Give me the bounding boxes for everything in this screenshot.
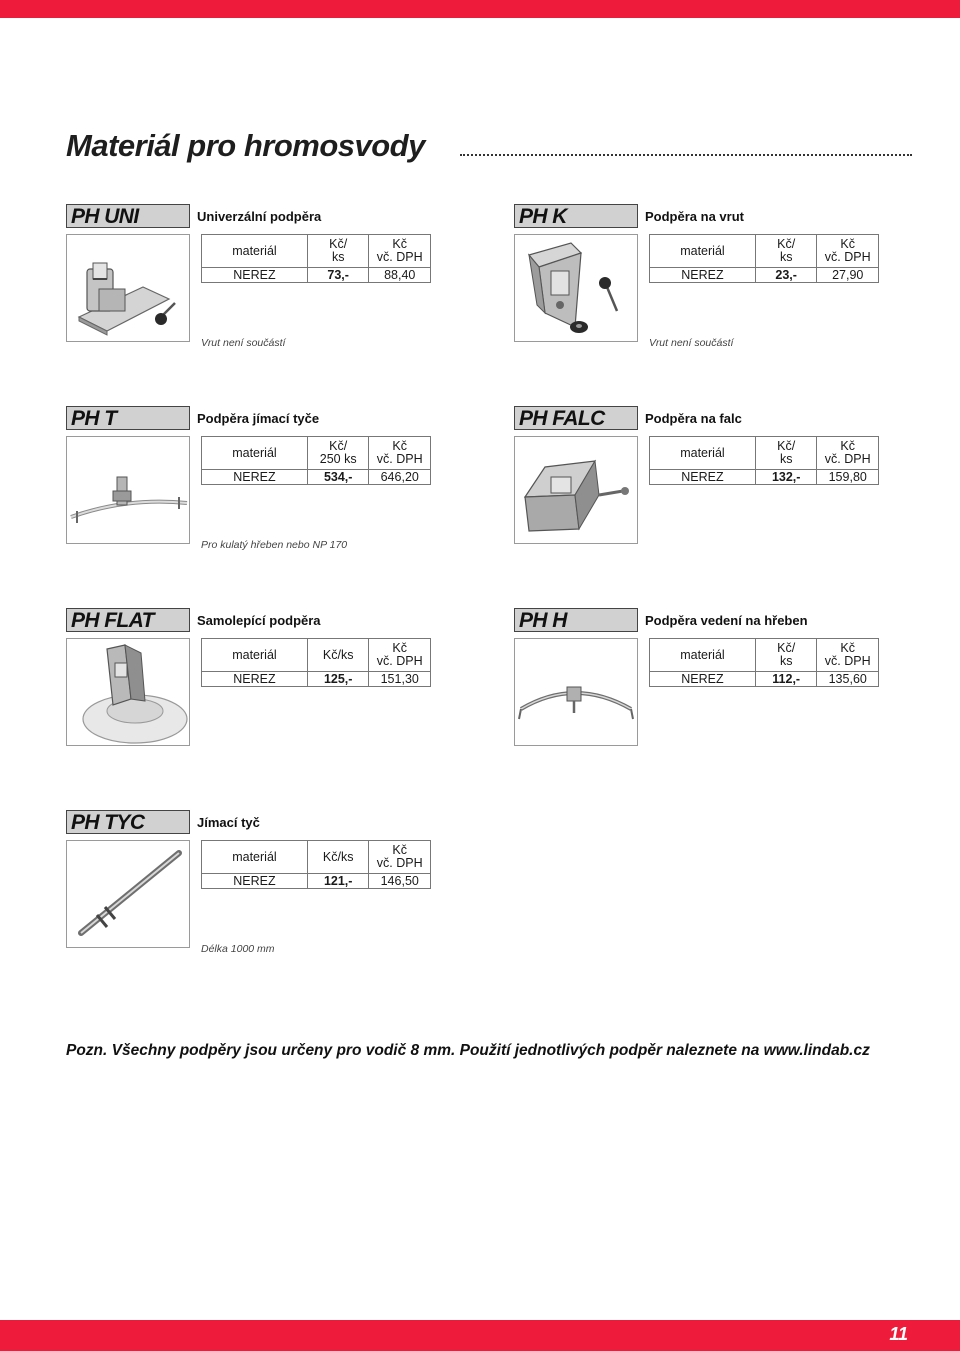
price-vat-header: [817, 235, 879, 268]
price-table: [201, 638, 431, 687]
product-photo: [66, 638, 190, 746]
product-photo: [514, 234, 638, 342]
material-header: materiál: [202, 841, 308, 874]
air-terminal-rod-icon: [67, 841, 189, 947]
material-value: NEREZ: [650, 672, 756, 687]
material-value: NEREZ: [202, 470, 308, 485]
product-code: PH K: [519, 205, 567, 228]
price-vat-header-text: Kč vč. DPH: [824, 237, 871, 264]
product-note: Délka 1000 mm: [201, 943, 275, 955]
price-vat-header: [817, 437, 879, 470]
price-unit-header-text: Kč/ ks: [329, 237, 348, 264]
product-code: PH H: [519, 609, 567, 632]
price-unit-header-text: Kč/ks: [322, 647, 354, 662]
product-note: Vrut není součástí: [649, 337, 734, 349]
price-vat-value: 646,20: [369, 470, 431, 485]
price-unit-header: [755, 639, 817, 672]
material-value: NEREZ: [650, 268, 756, 283]
price-value: 23,-: [755, 268, 817, 283]
price-value: 132,-: [755, 470, 817, 485]
product-description: Jímací tyč: [197, 815, 260, 830]
product-code-box: [66, 204, 190, 228]
price-table: [201, 234, 431, 283]
price-vat-header: [369, 235, 431, 268]
price-vat-value: 146,50: [369, 874, 431, 889]
price-unit-header: [307, 841, 369, 874]
product-code-box: [514, 406, 638, 430]
product-photo: [66, 840, 190, 948]
price-unit-header-text: Kč/ ks: [777, 641, 796, 668]
material-value: NEREZ: [202, 672, 308, 687]
price-vat-value: 159,80: [817, 470, 879, 485]
adhesive-base-icon: [67, 639, 189, 745]
product-ph-falc: [514, 406, 954, 596]
price-table: [649, 638, 879, 687]
product-ph-t: [66, 406, 506, 596]
title-dotted-leader: [460, 154, 912, 156]
product-photo: [514, 436, 638, 544]
material-header: materiál: [650, 639, 756, 672]
material-header: materiál: [650, 437, 756, 470]
price-unit-header: [307, 235, 369, 268]
price-unit-header-text: Kč/ks: [322, 849, 354, 864]
price-value: 534,-: [307, 470, 369, 485]
product-ph-tyc: [66, 810, 506, 1000]
page-number: 11: [889, 1324, 908, 1344]
product-photo: [66, 234, 190, 342]
price-vat-value: 135,60: [817, 672, 879, 687]
roof-clip-with-screw-icon: [67, 235, 189, 341]
product-description: Univerzální podpěra: [197, 209, 322, 224]
product-code: PH T: [71, 407, 117, 430]
price-vat-header-text: Kč vč. DPH: [376, 641, 423, 668]
product-note: Vrut není součástí: [201, 337, 286, 349]
product-description: Podpěra na falc: [645, 411, 742, 426]
price-vat-header: [817, 639, 879, 672]
price-table: [649, 436, 879, 485]
material-header: materiál: [650, 235, 756, 268]
price-table: [201, 840, 431, 889]
product-ph-k: [514, 204, 954, 394]
price-value: 125,-: [307, 672, 369, 687]
price-vat-header-text: Kč vč. DPH: [376, 439, 423, 466]
product-description: Podpěra na vrut: [645, 209, 744, 224]
price-vat-header: [369, 639, 431, 672]
product-description: Podpěra jímací tyče: [197, 411, 320, 426]
material-value: NEREZ: [202, 874, 308, 889]
product-description: Podpěra vedení na hřeben: [645, 613, 808, 628]
price-value: 121,-: [307, 874, 369, 889]
price-vat-value: 27,90: [817, 268, 879, 283]
screw-support-icon: [515, 235, 637, 341]
material-header: materiál: [202, 437, 308, 470]
product-photo: [66, 436, 190, 544]
material-header: materiál: [202, 235, 308, 268]
product-code: PH TYC: [71, 811, 145, 834]
product-ph-uni: [66, 204, 506, 394]
top-band: [0, 0, 960, 18]
price-unit-header-text: Kč/ 250 ks: [319, 439, 357, 466]
product-code-box: [66, 810, 190, 834]
product-code-box: [66, 608, 190, 632]
page-title: Materiál pro hromosvody: [66, 128, 425, 163]
price-vat-header-text: Kč vč. DPH: [824, 439, 871, 466]
product-ph-flat: [66, 608, 506, 798]
product-code-box: [514, 608, 638, 632]
product-photo: [514, 638, 638, 746]
price-vat-header: [369, 437, 431, 470]
footnote: Pozn. Všechny podpěry jsou určeny pro vodič 8 mm. Použití jednotlivých podpěr naleznete na www.lindab.cz: [66, 1042, 870, 1059]
product-code-box: [66, 406, 190, 430]
price-unit-header-text: Kč/ ks: [777, 237, 796, 264]
price-table: [201, 436, 431, 485]
material-header: materiál: [202, 639, 308, 672]
price-unit-header: [755, 437, 817, 470]
material-value: NEREZ: [202, 268, 308, 283]
price-unit-header: [307, 437, 369, 470]
price-unit-header: [307, 639, 369, 672]
price-vat-header-text: Kč vč. DPH: [824, 641, 871, 668]
product-code: PH FALC: [519, 407, 605, 430]
product-code: PH FLAT: [71, 609, 154, 632]
price-vat-header-text: Kč vč. DPH: [376, 237, 423, 264]
bottom-band: [0, 1320, 960, 1351]
product-code: PH UNI: [71, 205, 139, 228]
price-vat-header: [369, 841, 431, 874]
ridge-strap-icon: [67, 437, 189, 543]
ridge-arc-icon: [515, 639, 637, 745]
product-ph-h: [514, 608, 954, 798]
price-unit-header: [755, 235, 817, 268]
seam-clamp-icon: [515, 437, 637, 543]
price-vat-value: 88,40: [369, 268, 431, 283]
price-table: [649, 234, 879, 283]
price-value: 73,-: [307, 268, 369, 283]
price-unit-header-text: Kč/ ks: [777, 439, 796, 466]
product-description: Samolepící podpěra: [197, 613, 321, 628]
product-code-box: [514, 204, 638, 228]
price-vat-value: 151,30: [369, 672, 431, 687]
price-vat-header-text: Kč vč. DPH: [376, 843, 423, 870]
material-value: NEREZ: [650, 470, 756, 485]
product-note: Pro kulatý hřeben nebo NP 170: [201, 539, 348, 551]
price-value: 112,-: [755, 672, 817, 687]
